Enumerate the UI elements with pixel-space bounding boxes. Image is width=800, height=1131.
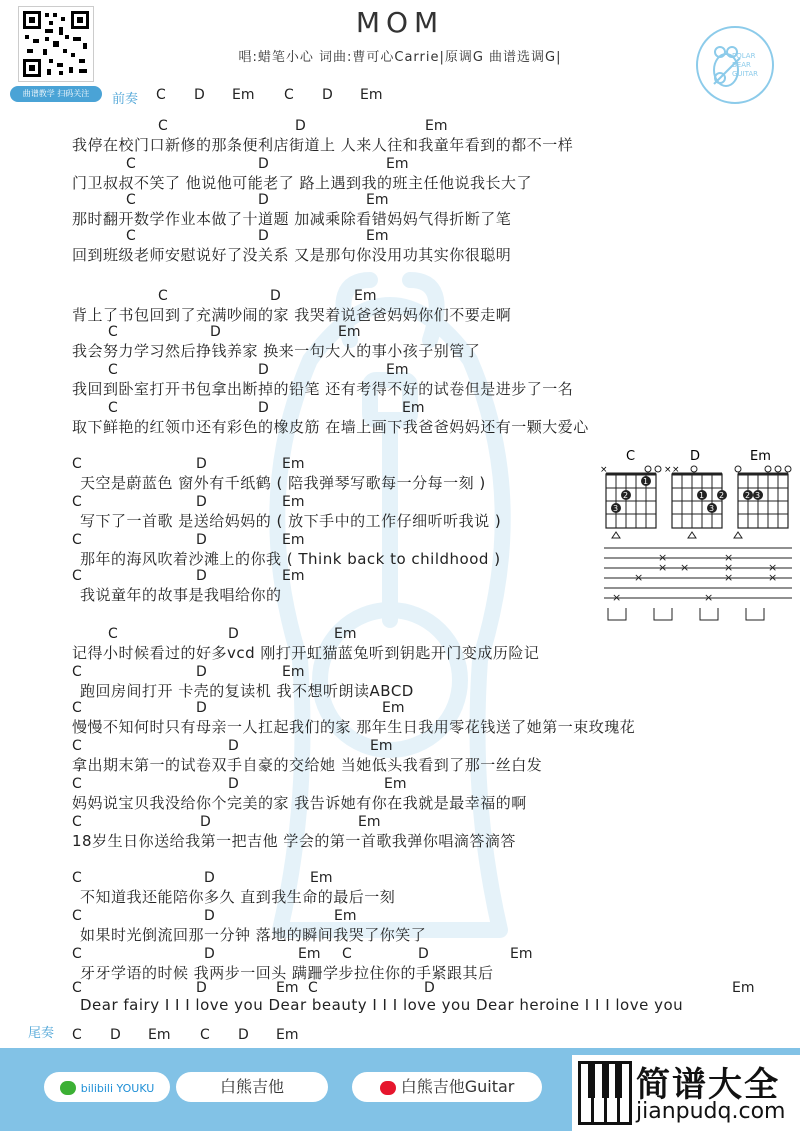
chord-label: D [270,288,281,304]
chord-label: C [72,456,82,472]
chord-label: Em [386,156,409,172]
chord-label: Em [282,532,305,548]
chord-chart-d [664,449,727,538]
lyric-line: 18岁生日你送给我第一把吉他 学会的第一首歌我弹你唱滴答滴答 [72,832,516,850]
song-credits: 唱:蜡笔小心 词曲:曹可心Carrie|原调G 曲谱选调G| [238,50,562,65]
chord-label: D [228,738,239,754]
chord-label: D [196,568,207,584]
svg-text:×: × [658,561,668,574]
lyric-line: 回到班级老师安慰说好了没关系 又是那句你没用功其实你很聪明 [72,246,512,264]
svg-text:3: 3 [755,491,761,500]
chord-charts [596,448,796,642]
chord-label: Em [384,776,407,792]
chord-label: Em [354,288,377,304]
chord-label: D [258,192,269,208]
intro-chord: D [322,87,333,103]
chord-label: Em [282,456,305,472]
chord-label: Em [358,814,381,830]
chord-label: Em [366,192,389,208]
account-name-pill[interactable]: 白熊吉他 [176,1072,328,1102]
intro-label: 前奏 [112,92,139,107]
chord-label: C [72,568,82,584]
jianpudq-brand[interactable] [572,1055,800,1131]
chord-label: D [196,532,207,548]
chord-label: Em [298,946,321,962]
svg-text:×: × [634,571,644,584]
chord-label: D [204,870,215,886]
lyric-line: 取下鲜艳的红领巾还有彩色的橡皮筋 在墙上画下我爸爸妈妈还有一颗大爱心 [72,418,589,436]
intro-chord: D [194,87,205,103]
brand-name: 简谱大全 [636,1065,780,1105]
chord-label: D [204,946,215,962]
chord-label: C [342,946,352,962]
intro-chord: Em [360,87,383,103]
lyric-line: 那年的海风吹着沙滩上的你我 ( Think back to childhood ) [80,550,501,568]
outro-chord: Em [276,1027,299,1043]
svg-text:2: 2 [745,491,751,500]
chord-label: Em [310,870,333,886]
lyric-line: 慢慢不知何时只有母亲一人扛起我们的家 那年生日我用零花钱送了她第一束玫瑰花 [72,718,636,736]
chord-label: D [228,626,239,642]
svg-text:1: 1 [699,491,705,500]
lyric-line: 我停在校门口新修的那条便利店街道上 人来人往和我童年看到的都不一样 [72,136,574,154]
lyric-line: 我回到卧室打开书包拿出断掉的铅笔 还有考得不好的试卷但是进步了一名 [72,380,574,398]
weibo-text: 白熊吉他Guitar [400,1077,515,1096]
chord-label: C [72,980,82,996]
svg-text:3: 3 [709,504,715,513]
svg-text:1: 1 [643,477,649,486]
chord-label: D [418,946,429,962]
chord-label: D [258,400,269,416]
outro-chord: Em [148,1027,171,1043]
chord-label: Em [334,626,357,642]
chord-chart-c [600,449,661,538]
lyric-line: 牙牙学语的时候 我两步一回头 蹒跚学步拉住你的手紧跟其后 [80,964,494,982]
chord-label: D [258,362,269,378]
chord-label: C [72,494,82,510]
qr-caption: 曲谱教学 扫码关注 [10,86,102,102]
svg-text:×: × [658,551,668,564]
chord-label: D [196,456,207,472]
lyric-line: 妈妈说宝贝我没给你个完美的家 我告诉她有你在我就是最幸福的啊 [72,794,527,812]
chord-chart-em [734,449,791,538]
chord-label: Em [282,494,305,510]
svg-text:2: 2 [719,491,725,500]
chord-label: Em [370,738,393,754]
chord-label: D [295,118,306,134]
outro-chord: D [110,1027,121,1043]
platforms-text: bilibili YOUKU [80,1082,155,1095]
chord-label: C [72,870,82,886]
chord-label: C [108,626,118,642]
chord-chart-c-name: C [626,449,636,464]
chord-label: D [210,324,221,340]
chord-label: C [108,362,118,378]
chord-label: C [126,192,136,208]
brand-url: jianpudq.com [636,1099,786,1124]
outro-chord: D [238,1027,249,1043]
svg-text:×: × [724,561,734,574]
chord-label: D [200,814,211,830]
chord-label: D [424,980,435,996]
outro-label: 尾奏 [28,1026,55,1041]
lyric-line: 门卫叔叔不笑了 他说他可能老了 路上遇到我的班主任他说我长大了 [72,174,533,192]
strum-pattern-tab [604,548,792,620]
lyric-line: 如果时光倒流回那一分钟 落地的瞬间我哭了你笑了 [80,926,427,944]
chord-label: D [196,980,207,996]
lyric-line: 背上了书包回到了充满吵闹的家 我哭着说爸爸妈妈你们不要走啊 [72,306,512,324]
lyric-line: 记得小时候看过的好多vcd 刚打开虹猫蓝兔听到钥匙开门变成历险记 [72,644,540,662]
chord-label: C [72,776,82,792]
chord-label: D [196,664,207,680]
lyric-line: 拿出期末第一的试卷双手自豪的交给她 当她低头我看到了那一丝白发 [72,756,543,774]
outro-chord: C [200,1027,210,1043]
svg-text:×: × [672,465,680,475]
song-title: MOM [355,6,445,39]
chord-label: Em [282,664,305,680]
chord-chart-d-name: D [690,449,701,464]
chord-label: C [72,738,82,754]
video-platforms-pill[interactable] [44,1072,170,1102]
chord-label: Em [334,908,357,924]
chord-label: Em [282,568,305,584]
chord-chart-em-name: Em [750,449,771,464]
chord-label: Em [402,400,425,416]
chord-label: C [158,288,168,304]
lyric-line: 那时翻开数学作业本做了十道题 加减乘除看错妈妈气得折断了笔 [72,210,512,228]
svg-text:×: × [704,591,714,604]
chord-label: Em [338,324,361,340]
chord-label: C [72,700,82,716]
lyric-line: 我说童年的故事是我唱给你的 [80,586,282,604]
chord-label: C [72,664,82,680]
weibo-pill[interactable] [352,1072,542,1102]
chord-label: Em [382,700,405,716]
chord-label: C [308,980,318,996]
chord-label: Em [366,228,389,244]
svg-text:×: × [612,591,622,604]
chord-label: D [228,776,239,792]
chord-label: Em [732,980,755,996]
svg-text:3: 3 [613,504,619,513]
svg-text:×: × [768,571,778,584]
chord-label: D [258,156,269,172]
chord-label: C [72,946,82,962]
chord-label: Em [510,946,533,962]
logo-text: POLAR BEAR GUITAR [732,52,758,78]
chord-label: C [72,532,82,548]
chord-label: C [108,324,118,340]
svg-text:×: × [724,571,734,584]
intro-chord: C [156,87,166,103]
chord-label: D [196,700,207,716]
svg-text:×: × [664,465,672,475]
chord-label: C [158,118,168,134]
wechat-icon [60,1081,76,1095]
svg-text:×: × [680,561,690,574]
lyric-line: 不知道我还能陪你多久 直到我生命的最后一刻 [80,888,396,906]
svg-text:×: × [600,465,608,475]
chord-label: C [72,908,82,924]
chord-label: C [126,156,136,172]
weibo-icon [380,1081,396,1095]
intro-chord: Em [232,87,255,103]
chord-label: C [108,400,118,416]
svg-text:×: × [768,561,778,574]
outro-chord: C [72,1027,82,1043]
svg-text:2: 2 [623,491,629,500]
chord-label: C [126,228,136,244]
chord-label: Em [425,118,448,134]
polar-bear-guitar-logo [696,26,774,104]
lyric-line: 天空是蔚蓝色 窗外有千纸鹤 ( 陪我弹琴写歌每一分每一刻 ) [80,474,486,492]
piano-keys-icon [578,1061,632,1125]
svg-text:×: × [724,551,734,564]
chord-label: D [204,908,215,924]
chord-label: D [258,228,269,244]
lyric-line: 我会努力学习然后挣钱养家 换来一句大人的事小孩子别管了 [72,342,481,360]
intro-chord: C [284,87,294,103]
chord-label: Em [276,980,299,996]
chord-label: C [72,814,82,830]
lyric-line: Dear fairy I I I love you Dear beauty I I I love you Dear heroine I I I love you [80,996,684,1014]
lyric-line: 写下了一首歌 是送给妈妈的 ( 放下手中的工作仔细听听我说 ) [80,512,502,530]
lyric-line: 跑回房间打开 卡壳的复读机 我不想听朗读ABCD [80,682,414,700]
chord-label: D [196,494,207,510]
chord-label: Em [386,362,409,378]
